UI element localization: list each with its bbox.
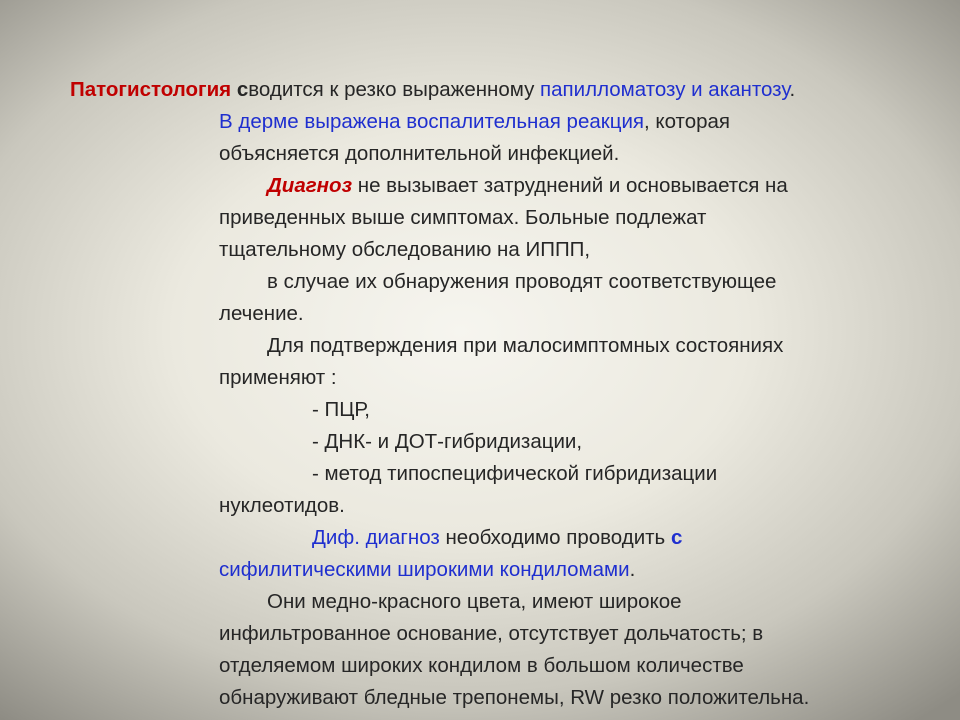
line-3: объясняется дополнительной инфекцией.: [219, 142, 620, 165]
line-9: Для подтверждения при малосимптомных состояниях: [267, 334, 784, 357]
line-5: приведенных выше симптомах. Больные подлежат: [219, 206, 707, 229]
differential-diagnosis-heading: Диф. диагноз: [312, 526, 440, 549]
list-item-hybridization: - ДНК- и ДОТ-гибридизации,: [312, 430, 583, 453]
line-17: Они медно-красного цвета, имеют широкое: [267, 590, 682, 613]
line-7: в случае их обнаружения проводят соответствующее: [267, 270, 777, 293]
bold-letter-s: с: [236, 78, 249, 101]
dermis-reaction-term: В дерме выражена воспалительная реакция: [219, 110, 645, 133]
syphilitic-condylomas-term: сифилитическими широкими кондиломами: [219, 558, 630, 581]
list-item-pcr: - ПЦР,: [312, 398, 370, 421]
line-2: В дерме выражена воспалительная реакция, которая: [219, 110, 731, 133]
bold-letter-s-blue: с: [670, 526, 683, 549]
line-15: Диф. диагноз необходимо проводить с: [312, 526, 683, 549]
line-16: сифилитическими широкими кондиломами.: [219, 558, 636, 581]
line-4: Диагноз не вызывает затруднений и основывается на: [267, 174, 788, 197]
pathohistology-heading: Патогистология: [70, 78, 232, 101]
line-19: отделяемом широких кондилом в большом количестве: [219, 654, 744, 677]
list-item-typing: - метод типоспецифической гибридизации: [312, 462, 718, 485]
line-8: лечение.: [219, 302, 304, 325]
line-20: обнаруживают бледные трепонемы, RW резко положительна.: [219, 686, 810, 709]
diagnosis-heading: Диагноз: [267, 174, 353, 197]
line-10: применяют :: [219, 366, 337, 389]
line-14: нуклеотидов.: [219, 494, 345, 517]
line-18: инфильтрованное основание, отсутствует дольчатость; в: [219, 622, 764, 645]
line-6: тщательному обследованию на ИППП,: [219, 238, 591, 261]
papillomatosis-term: папилломатозу и акантозу: [540, 78, 790, 101]
line-1: Патогистология сводится к резко выраженному папилломатозу и акантозу.: [70, 78, 796, 101]
